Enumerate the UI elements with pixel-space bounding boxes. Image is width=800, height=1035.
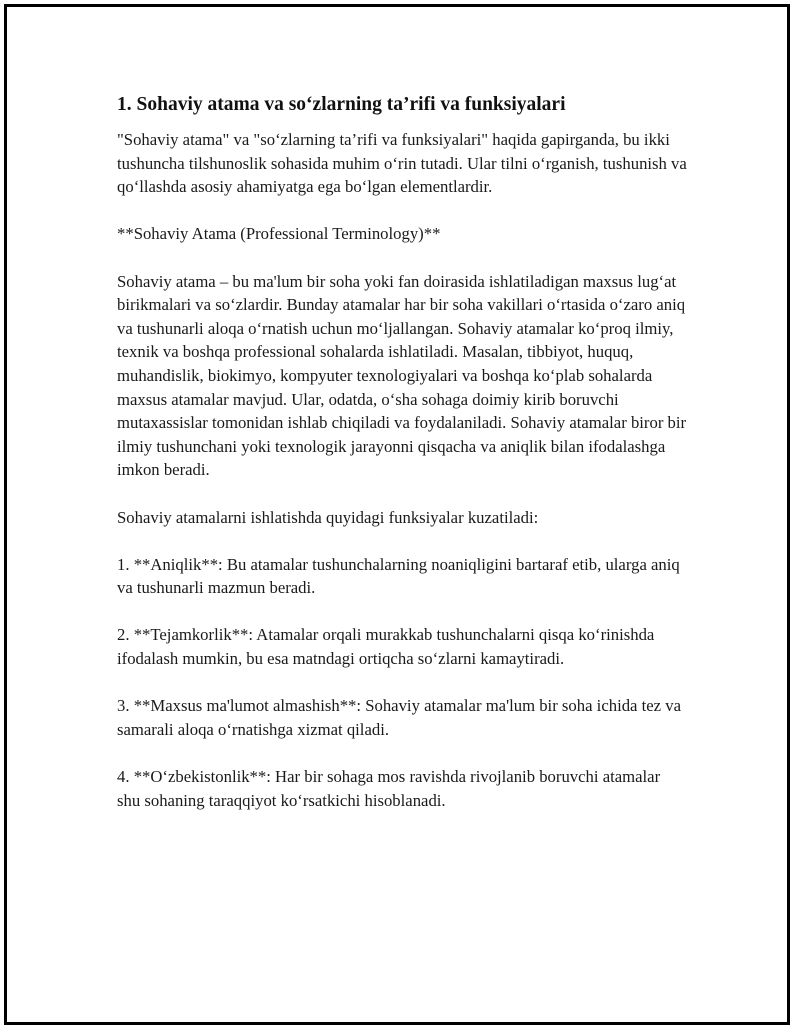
document-body	[117, 92, 687, 836]
functions-intro-paragraph: Sohaviy atamalarni ishlatishda quyidagi funksiyalar kuzatiladi:	[117, 507, 539, 527]
list-item: 4. **O‘zbekistonlik**: Har bir sohaga mos ravishda rivojlanib boruvchi atamalar shu sohaning taraqqiyot ko‘rsatkichi hisoblanadi.	[117, 767, 661, 810]
list-item: 3. **Maxsus ma'lumot almashish**: Sohaviy atamalar ma'lum bir soha ichida tez va samarali aloqa o‘rnatishga xizmat qiladi.	[117, 696, 682, 739]
list-item: 1. **Aniqlik**: Bu atamalar tushunchalarning noaniqligini bartaraf etib, ularga aniq va tushunarli mazmun beradi.	[117, 554, 680, 598]
document-heading: 1. Sohaviy atama va so‘zlarning ta’rifi va funksiyalari	[117, 94, 566, 115]
section-subheading: **Sohaviy Atama (Professional Terminology)**	[117, 224, 441, 244]
intro-paragraph: "Sohaviy atama" va "so‘zlarning ta’rifi va funksiyalari" haqida gapirganda, bu ikki tushuncha tilshunoslik sohasida muhim o‘rin tutadi. Ular tilni o‘rganish, tushunish va qo‘llashda asosiy ahamiyatga ega bo‘lgan elementlardir.	[117, 130, 687, 197]
list-item: 2. **Tejamkorlik**: Atamalar orqali murakkab tushunchalarni qisqa ko‘rinishda ifodalash mumkin, bu esa matndagi ortiqcha so‘zlarni kamaytiradi.	[117, 625, 655, 669]
definition-paragraph: Sohaviy atama – bu ma'lum bir soha yoki fan doirasida ishlatiladigan maxsus lug‘at birikmalari va so‘zlardir. Bunday atamalar har bir soha vakillari o‘rtasida o‘zaro aniq va tushunarli aloqa o‘rnatish uchun mo‘ljallangan. Sohaviy atamalar ko‘proq ilmiy, texnik va boshqa professional sohalarda ishlatiladi. Masalan, tibbiyot, huquq, muhandislik, biokimyo, kompyuter texnologiyalari va boshqa ko‘plab sohalarda maxsus atamalar mavjud. Ular, odatda, o‘sha sohaga doimiy kirib boruvchi mutaxassislar tomonidan ishlab chiqiladi va foydalaniladi. Sohaviy atamalar biror bir ilmiy tushunchani yoki texnologik jarayonni qisqacha va aniqlik bilan ifodalashga imkon beradi.	[117, 271, 687, 480]
